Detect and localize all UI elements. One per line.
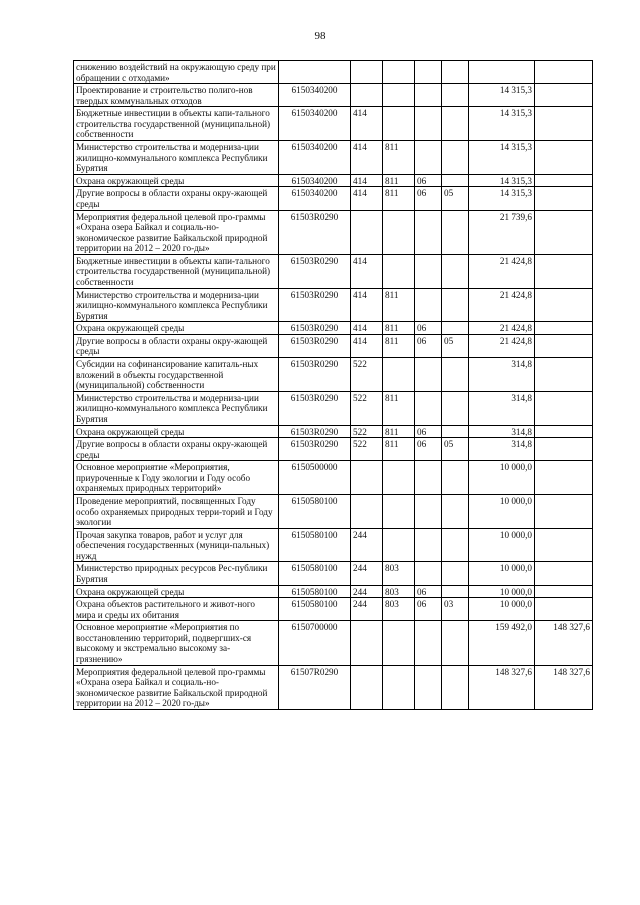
expense-type-cell: 414	[351, 107, 383, 141]
section-cell	[415, 84, 442, 107]
expense-type-cell	[351, 210, 383, 254]
row-name-cell: Охрана окружающей среды	[74, 425, 279, 438]
row-name-cell: Охрана окружающей среды	[74, 585, 279, 598]
row-name-cell: Министерство строительства и модерниза-ции жилищно-коммунального комплекса Республики Бурятия	[74, 141, 279, 175]
amount-cell: 314,8	[469, 425, 535, 438]
target-article-cell: 6150580100	[279, 528, 351, 562]
target-article-cell: 6150340200	[279, 84, 351, 107]
table-row	[74, 107, 593, 141]
row-name-cell: Бюджетные инвестиции в объекты капи-тального строительства государственной (муниципальной) собственности	[74, 254, 279, 288]
target-article-cell: 6150580100	[279, 562, 351, 585]
budget-table	[73, 60, 593, 710]
amount-cell: 14 315,3	[469, 107, 535, 141]
amount-cell: 14 315,3	[469, 141, 535, 175]
ministry-code-cell	[383, 107, 415, 141]
target-article-cell: 61503R0290	[279, 334, 351, 357]
amount-cell: 21 424,8	[469, 288, 535, 322]
row-name-cell: Министерство строительства и модерниза-ции жилищно-коммунального комплекса Республики Бурятия	[74, 288, 279, 322]
table-row	[74, 288, 593, 322]
table-row	[74, 562, 593, 585]
expense-type-cell: 414	[351, 254, 383, 288]
expense-type-cell: 414	[351, 187, 383, 210]
amount-cell: 159 492,0	[469, 621, 535, 665]
ministry-code-cell	[383, 210, 415, 254]
row-name-cell: Министерство природных ресурсов Рес-публики Бурятия	[74, 562, 279, 585]
row-name-cell: Проведение мероприятий, посвященных Году особо охраняемых природных терри-торий и Году экологии	[74, 494, 279, 528]
subsection-cell	[442, 562, 469, 585]
target-article-cell	[279, 61, 351, 84]
table-row	[74, 598, 593, 621]
section-cell: 06	[415, 425, 442, 438]
ministry-code-cell: 811	[383, 174, 415, 187]
amount-2-cell	[535, 358, 593, 392]
target-article-cell: 61507R0290	[279, 665, 351, 709]
table-row	[74, 358, 593, 392]
target-article-cell: 61503R0290	[279, 288, 351, 322]
expense-type-cell: 244	[351, 562, 383, 585]
subsection-cell	[442, 621, 469, 665]
amount-2-cell	[535, 61, 593, 84]
table-row	[74, 494, 593, 528]
row-name-cell: Основное мероприятие «Мероприятия, приуроченные к Году экологии и Году особо охраняемых природных территорий»	[74, 461, 279, 495]
table-row	[74, 187, 593, 210]
ministry-code-cell: 803	[383, 598, 415, 621]
table-row	[74, 391, 593, 425]
expense-type-cell: 522	[351, 391, 383, 425]
target-article-cell: 61503R0290	[279, 322, 351, 335]
subsection-cell: 05	[442, 438, 469, 461]
table-row	[74, 254, 593, 288]
expense-type-cell: 244	[351, 528, 383, 562]
ministry-code-cell: 811	[383, 322, 415, 335]
expense-type-cell: 522	[351, 358, 383, 392]
ministry-code-cell	[383, 61, 415, 84]
amount-2-cell	[535, 585, 593, 598]
ministry-code-cell	[383, 84, 415, 107]
section-cell	[415, 210, 442, 254]
subsection-cell	[442, 322, 469, 335]
amount-cell: 10 000,0	[469, 461, 535, 495]
amount-cell: 314,8	[469, 438, 535, 461]
section-cell	[415, 61, 442, 84]
amount-cell: 14 315,3	[469, 174, 535, 187]
row-name-cell: Субсидии на софинансирование капиталь-ных вложений в объекты государственной (муниципальной) собственности	[74, 358, 279, 392]
target-article-cell: 61503R0290	[279, 438, 351, 461]
ministry-code-cell: 811	[383, 187, 415, 210]
amount-cell: 21 424,8	[469, 334, 535, 357]
row-name-cell: Основное мероприятие «Мероприятия по восстановлению территорий, подвергших-ся высокому и экстремально высокому за-грязнению»	[74, 621, 279, 665]
target-article-cell: 6150580100	[279, 494, 351, 528]
row-name-cell: Министерство строительства и модерниза-ции жилищно-коммунального комплекса Республики Бурятия	[74, 391, 279, 425]
amount-cell: 21 424,8	[469, 254, 535, 288]
subsection-cell	[442, 174, 469, 187]
subsection-cell: 05	[442, 187, 469, 210]
target-article-cell: 6150340200	[279, 107, 351, 141]
section-cell	[415, 562, 442, 585]
section-cell: 06	[415, 585, 442, 598]
subsection-cell	[442, 494, 469, 528]
expense-type-cell: 414	[351, 322, 383, 335]
amount-2-cell	[535, 254, 593, 288]
row-name-cell: Охрана окружающей среды	[74, 174, 279, 187]
expense-type-cell	[351, 665, 383, 709]
expense-type-cell: 414	[351, 174, 383, 187]
section-cell	[415, 665, 442, 709]
target-article-cell: 6150340200	[279, 187, 351, 210]
amount-cell: 10 000,0	[469, 528, 535, 562]
subsection-cell	[442, 425, 469, 438]
amount-2-cell: 148 327,6	[535, 621, 593, 665]
expense-type-cell	[351, 84, 383, 107]
amount-2-cell	[535, 334, 593, 357]
table-row	[74, 461, 593, 495]
target-article-cell: 61503R0290	[279, 358, 351, 392]
section-cell	[415, 358, 442, 392]
subsection-cell	[442, 141, 469, 175]
amount-cell: 314,8	[469, 358, 535, 392]
table-row	[74, 61, 593, 84]
section-cell: 06	[415, 322, 442, 335]
amount-2-cell: 148 327,6	[535, 665, 593, 709]
section-cell	[415, 391, 442, 425]
table-row	[74, 621, 593, 665]
row-name-cell: снижению воздействий на окружающую среду при обращении с отходами»	[74, 61, 279, 84]
section-cell: 06	[415, 334, 442, 357]
section-cell	[415, 528, 442, 562]
ministry-code-cell: 811	[383, 438, 415, 461]
table-row	[74, 665, 593, 709]
expense-type-cell: 244	[351, 585, 383, 598]
row-name-cell: Мероприятия федеральной целевой про-граммы «Охрана озера Байкал и социаль-но-экономическое развитие Байкальской природной территории на 2012 – 2020 го-ды»	[74, 210, 279, 254]
expense-type-cell	[351, 494, 383, 528]
amount-cell: 10 000,0	[469, 562, 535, 585]
amount-2-cell	[535, 288, 593, 322]
target-article-cell: 61503R0290	[279, 425, 351, 438]
row-name-cell: Бюджетные инвестиции в объекты капи-тального строительства государственной (муниципальной) собственности	[74, 107, 279, 141]
subsection-cell	[442, 358, 469, 392]
expense-type-cell: 522	[351, 425, 383, 438]
amount-cell: 14 315,3	[469, 84, 535, 107]
amount-cell: 21 424,8	[469, 322, 535, 335]
amount-2-cell	[535, 210, 593, 254]
ministry-code-cell	[383, 254, 415, 288]
table-row	[74, 334, 593, 357]
ministry-code-cell	[383, 494, 415, 528]
subsection-cell	[442, 288, 469, 322]
expense-type-cell: 414	[351, 334, 383, 357]
amount-cell: 14 315,3	[469, 187, 535, 210]
ministry-code-cell: 811	[383, 391, 415, 425]
amount-2-cell	[535, 84, 593, 107]
expense-type-cell	[351, 61, 383, 84]
section-cell	[415, 494, 442, 528]
subsection-cell	[442, 528, 469, 562]
table-row	[74, 425, 593, 438]
table-row	[74, 322, 593, 335]
target-article-cell: 61503R0290	[279, 254, 351, 288]
row-name-cell: Другие вопросы в области охраны окру-жающей среды	[74, 334, 279, 357]
subsection-cell	[442, 61, 469, 84]
amount-2-cell	[535, 528, 593, 562]
target-article-cell: 6150700000	[279, 621, 351, 665]
ministry-code-cell: 811	[383, 425, 415, 438]
target-article-cell: 6150340200	[279, 174, 351, 187]
table-row	[74, 84, 593, 107]
subsection-cell	[442, 107, 469, 141]
subsection-cell	[442, 665, 469, 709]
subsection-cell: 05	[442, 334, 469, 357]
section-cell	[415, 107, 442, 141]
section-cell	[415, 621, 442, 665]
amount-2-cell	[535, 322, 593, 335]
row-name-cell: Другие вопросы в области охраны окру-жающей среды	[74, 438, 279, 461]
amount-2-cell	[535, 461, 593, 495]
section-cell: 06	[415, 598, 442, 621]
amount-2-cell	[535, 187, 593, 210]
subsection-cell	[442, 391, 469, 425]
amount-cell: 10 000,0	[469, 598, 535, 621]
ministry-code-cell: 811	[383, 334, 415, 357]
amount-cell	[469, 61, 535, 84]
section-cell: 06	[415, 187, 442, 210]
subsection-cell	[442, 585, 469, 598]
amount-cell: 10 000,0	[469, 585, 535, 598]
target-article-cell: 6150580100	[279, 585, 351, 598]
ministry-code-cell: 803	[383, 562, 415, 585]
ministry-code-cell	[383, 461, 415, 495]
amount-cell: 10 000,0	[469, 494, 535, 528]
row-name-cell: Другие вопросы в области охраны окру-жающей среды	[74, 187, 279, 210]
table-row	[74, 141, 593, 175]
subsection-cell	[442, 84, 469, 107]
table-row	[74, 585, 593, 598]
section-cell: 06	[415, 438, 442, 461]
expense-type-cell	[351, 461, 383, 495]
ministry-code-cell: 803	[383, 585, 415, 598]
section-cell: 06	[415, 174, 442, 187]
page-number: 98	[314, 30, 326, 42]
row-name-cell: Охрана объектов растительного и живот-ного мира и среды их обитания	[74, 598, 279, 621]
amount-2-cell	[535, 438, 593, 461]
section-cell	[415, 254, 442, 288]
table-row	[74, 210, 593, 254]
target-article-cell: 6150340200	[279, 141, 351, 175]
expense-type-cell	[351, 621, 383, 665]
amount-2-cell	[535, 494, 593, 528]
subsection-cell	[442, 254, 469, 288]
section-cell	[415, 141, 442, 175]
target-article-cell: 6150580100	[279, 598, 351, 621]
amount-cell: 148 327,6	[469, 665, 535, 709]
row-name-cell: Проектирование и строительство полиго-нов твердых коммунальных отходов	[74, 84, 279, 107]
target-article-cell: 6150500000	[279, 461, 351, 495]
expense-type-cell: 244	[351, 598, 383, 621]
table-row	[74, 438, 593, 461]
subsection-cell: 03	[442, 598, 469, 621]
amount-2-cell	[535, 107, 593, 141]
row-name-cell: Мероприятия федеральной целевой про-граммы «Охрана озера Байкал и социаль-но-экономическое развитие Байкальской природной территории на 2012 – 2020 го-ды»	[74, 665, 279, 709]
expense-type-cell: 414	[351, 288, 383, 322]
section-cell	[415, 461, 442, 495]
table-row	[74, 528, 593, 562]
amount-2-cell	[535, 562, 593, 585]
ministry-code-cell	[383, 358, 415, 392]
ministry-code-cell	[383, 621, 415, 665]
amount-cell: 314,8	[469, 391, 535, 425]
section-cell	[415, 288, 442, 322]
amount-2-cell	[535, 141, 593, 175]
subsection-cell	[442, 461, 469, 495]
table-row	[74, 174, 593, 187]
subsection-cell	[442, 210, 469, 254]
row-name-cell: Охрана окружающей среды	[74, 322, 279, 335]
ministry-code-cell: 811	[383, 288, 415, 322]
amount-2-cell	[535, 391, 593, 425]
target-article-cell: 61503R0290	[279, 391, 351, 425]
amount-cell: 21 739,6	[469, 210, 535, 254]
expense-type-cell: 522	[351, 438, 383, 461]
expense-type-cell: 414	[351, 141, 383, 175]
ministry-code-cell	[383, 528, 415, 562]
amount-2-cell	[535, 598, 593, 621]
target-article-cell: 61503R0290	[279, 210, 351, 254]
table-body	[74, 61, 593, 710]
ministry-code-cell	[383, 665, 415, 709]
ministry-code-cell: 811	[383, 141, 415, 175]
amount-2-cell	[535, 174, 593, 187]
amount-2-cell	[535, 425, 593, 438]
row-name-cell: Прочая закупка товаров, работ и услуг для обеспечения государственных (муници-пальных) нужд	[74, 528, 279, 562]
